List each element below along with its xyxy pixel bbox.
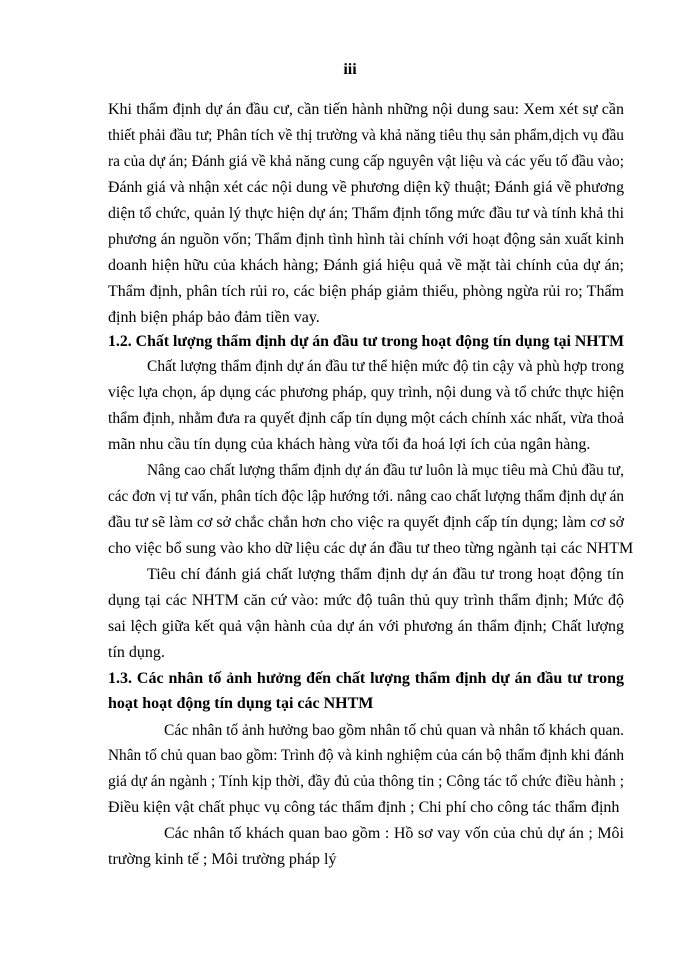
section-heading-1-2: 1.2. Chất lượng thẩm định dự án đầu tư trong hoạt động tín dụng tại NHTM (108, 333, 624, 350)
text-line: ra của dự án; Đánh giá về khả năng cung cấp nguyên vật liệu và các yếu tố đầu vào; (108, 153, 624, 170)
text-line: phương án nguồn vốn; Thẩm định tình hình tài chính với hoạt động sản xuất kinh (108, 231, 624, 248)
paragraph-line: Nâng cao chất lượng thẩm định dự án đầu tư luôn là mục tiêu mà Chủ đầu tư, (147, 462, 624, 479)
paragraph-line: Điều kiện vật chất phục vụ công tác thẩm định ; Chi phí cho công tác thẩm định (108, 799, 620, 816)
paragraph-line: Các nhân tố ảnh hưởng bao gồm nhân tố chủ quan và nhân tố khách quan. (164, 722, 624, 739)
text-line: Thẩm định, phân tích rủi ro, các biện pháp giảm thiểu, phòng ngừa rủi ro; Thẩm (108, 283, 624, 300)
section-heading-1-3: 1.3. Các nhân tố ảnh hưởng đến chất lượng thẩm định dự án đầu tư trong (108, 670, 624, 687)
paragraph-line: trường kinh tế ; Môi trường pháp lý (108, 851, 337, 868)
paragraph-line: dụng tại các NHTM căn cứ vào: mức độ tuân thủ quy trình thẩm định; Mức độ (108, 592, 624, 609)
paragraph-line: cho việc bổ sung vào kho dữ liệu các dự án đầu tư theo từng ngành tại các NHTM (108, 540, 634, 557)
paragraph-line: giá dự án ngành ; Tính kịp thời, đầy đủ của thông tin ; Công tác tổ chức điều hành ; (108, 773, 624, 790)
text-line: định biện pháp bảo đảm tiền vay. (108, 309, 320, 326)
text-line: Khi thẩm định dự án đầu cư, cần tiến hành những nội dung sau: Xem xét sự cần (108, 101, 624, 118)
text-line: diện tổ chức, quản lý thực hiện dự án; Thẩm định tổng mức đầu tư và tính khả thi (108, 205, 624, 222)
paragraph-line: thẩm định, nhằm đưa ra quyết định cấp tín dụng một cách chính xác nhất, vừa thoả (108, 410, 624, 427)
paragraph-line: các đơn vị tư vấn, phân tích độc lập hướng tới. nâng cao chất lượng thẩm định dự án (108, 488, 624, 505)
paragraph-line: Chất lượng thẩm định dự án đầu tư thể hiện mức độ tin cậy và phù hợp trong (147, 358, 624, 375)
paragraph-line: việc lựa chọn, áp dụng các phương pháp, quy trình, nội dung và tổ chức thực hiện (108, 384, 624, 401)
paragraph-line: Tiêu chí đánh giá chất lượng thẩm định dự án đầu tư trong hoạt động tín (147, 566, 624, 583)
text-line: Đánh giá và nhận xét các nội dung về phương diện kỹ thuật; Đánh giá về phương (108, 179, 624, 196)
section-heading-1-3-cont: hoạt hoạt động tín dụng tại các NHTM (108, 695, 374, 712)
text-line: doanh hiện hữu của khách hàng; Đánh giá hiệu quả về mặt tài chính của dự án; (108, 257, 624, 274)
page-number: iii (343, 61, 357, 78)
paragraph-line: Các nhân tố khách quan bao gồm : Hồ sơ vay vốn của chủ dự án ; Môi (164, 825, 624, 842)
paragraph-line: đầu tư sẽ làm cơ sở chắc chắn hơn cho việc ra quyết định cấp tín dụng; làm cơ sở (108, 514, 624, 531)
text-line: thiết phải đầu tư; Phân tích về thị trường và khả năng tiêu thụ sản phẩm,dịch vụ đầu (108, 127, 624, 144)
paragraph-line: tín dụng. (108, 644, 165, 661)
paragraph-line: mãn nhu cầu tín dụng của khách hàng vừa tối đa hoá lợi ích của ngân hàng. (108, 436, 591, 453)
paragraph-line: Nhân tố chủ quan bao gồm: Trình độ và kinh nghiệm của cán bộ thẩm định khi đánh (108, 747, 624, 764)
paragraph-line: sai lệch giữa kết quả vận hành của dự án với phương án thẩm định; Chất lượng (108, 618, 624, 635)
